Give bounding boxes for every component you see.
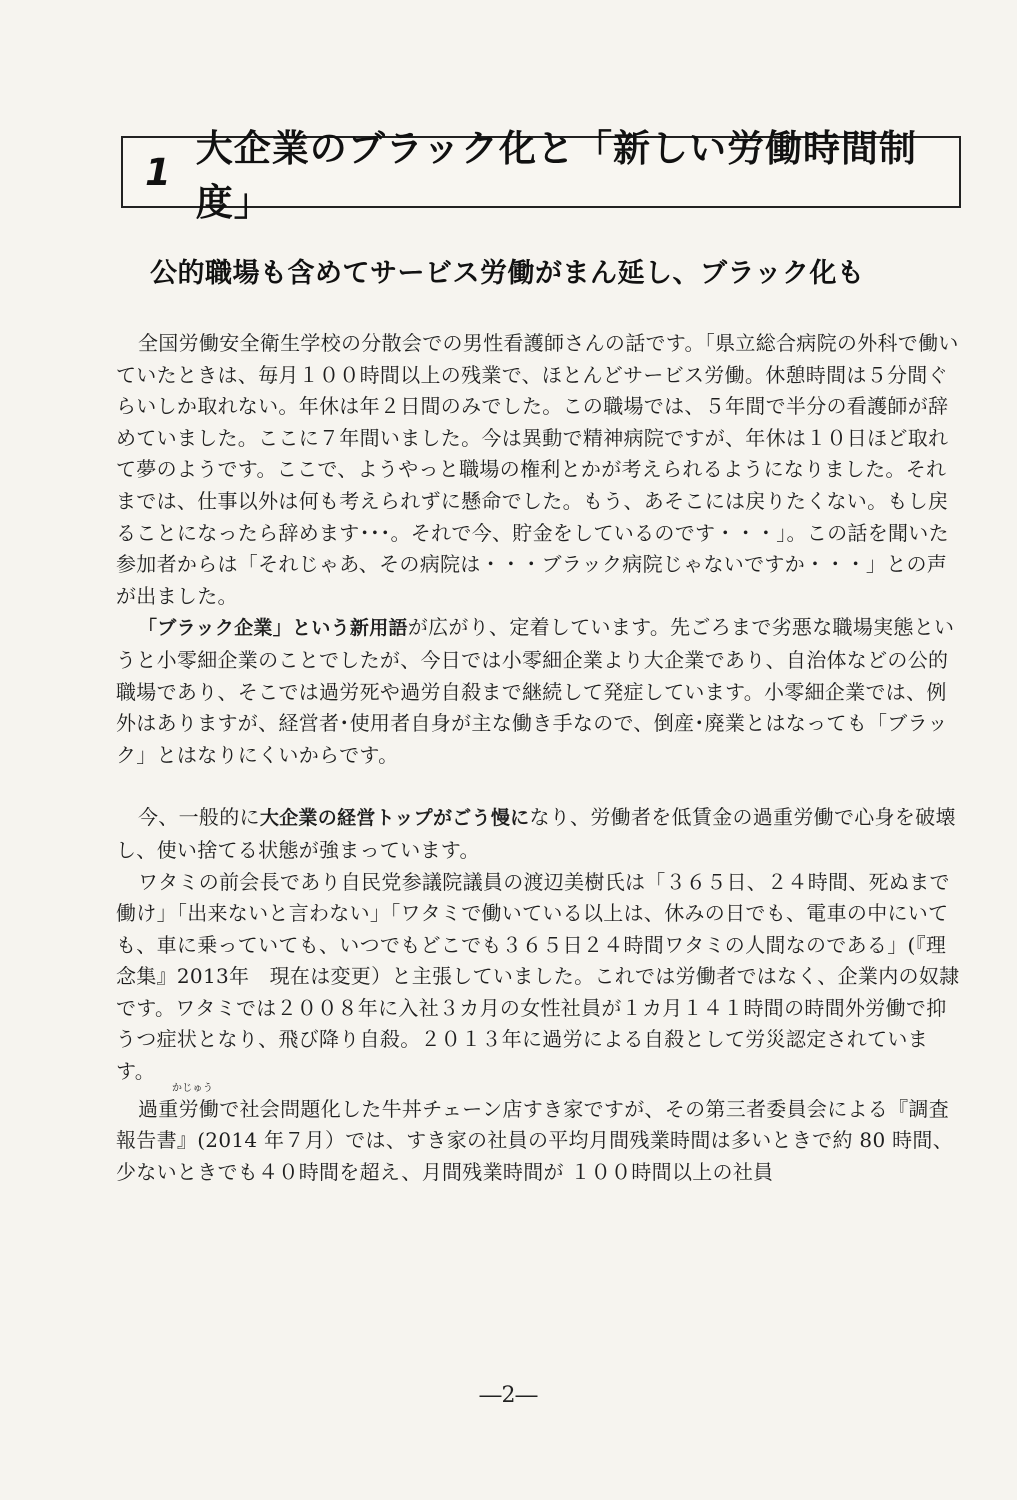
chapter-title-box xyxy=(121,127,961,224)
paragraph-black-company-text: が広がり、定着しています。先ごろまで劣悪な職場実態というと小零細企業のことでしたが、今日では小零細企業より大企業であり、自治体などの公的職場であり、そこでは過労死や過労自殺まで継続して発症しています。小零細企業では、例外はありますが、経営者･使用者自身が主な働き手なので、倒産･廃業とはなっても「ブラック」とはなりにくいからです。 xyxy=(116,615,955,767)
paragraph-management-text: なり、労働者を低賃金の過重労働で心身を破壊し、使い捨てる状態が強まっています。 xyxy=(116,805,956,862)
ruby-word xyxy=(138,1082,214,1121)
paragraph-watami: ワタミの前会長であり自民党参議院議員の渡辺美樹氏は「３６５日、２４時間、死ぬまで働け」「出来ないと言わない」「ワタミで働いている以上は、休みの日でも、電車の中にいても、車に乗っていても、いつでもどこでも３６５日２４時間ワタミの人間なのである」(『理念集』2013年 現在は変更）と主張していました。これでは労働者ではなく、企業内の奴隷です。ワタミでは２００８年に入社３カ月の女性社員が１カ月１４１時間の時間外労働で抑うつ症状となり、飛び降り自殺。２０１３年に過労による自殺として労災認定されています。 xyxy=(116,869,960,1084)
paragraph-management xyxy=(116,802,960,866)
paragraph-sukiya-text: 労働で社会問題化した牛丼チェーン店すき家ですが、その第三者委員会による『調査報告書』(2014 年７月）では、すき家の社員の平均月間残業時間は多いときで約 80 時間、少ないときでも４０時間を超え、月間残業時間が １００時間以上の社員 xyxy=(116,1096,954,1184)
paragraph-black-company xyxy=(116,612,960,771)
ruby-base: 過重 xyxy=(138,1096,179,1121)
emphasis-black-company: 「ブラック企業」という新用語 xyxy=(138,617,408,640)
paragraph-nurse-story: 全国労働安全衛生学校の分散会での男性看護師さんの話です。「県立総合病院の外科で働いていたときは、毎月１００時間以上の残業で、ほとんどサービス労働。休憩時間は５分間ぐらいしか取れない。年休は年２日間のみでした。この職場では、５年間で半分の看護師が辞めていました。ここに７年間いました。今は異動で精神病院ですが、年休は１０日ほど取れて夢のようです。ここで、ようやっと職場の権利とかが考えられるようになりました。それまでは、仕事以外は何も考えられずに懸命でした。もう、あそこには戻りたくない。もし戻ることになったら辞めます･･･。それで今、貯金をしているのです・・・」。この話を聞いた参加者からは「それじゃあ、その病院は・・・ブラック病院じゃないですか・・・」との声が出ました。 xyxy=(116,331,959,608)
paragraph-gap xyxy=(116,771,960,802)
emphasis-management: 大企業の経営トップがごう慢に xyxy=(259,807,530,830)
chapter-title: 大企業のブラック化と「新しい労働時間制度」 xyxy=(195,127,918,224)
chapter-number: 1 xyxy=(145,150,172,194)
ruby-reading: かじゅう xyxy=(172,1082,214,1094)
paragraph-sukiya xyxy=(116,1082,960,1189)
body-text xyxy=(116,328,960,1188)
section-heading: 公的職場も含めてサービス労働がまん延し、ブラック化も xyxy=(150,258,865,289)
paragraph-management-lead: 今、一般的に xyxy=(138,805,260,830)
page-number: ―2― xyxy=(479,1383,538,1408)
